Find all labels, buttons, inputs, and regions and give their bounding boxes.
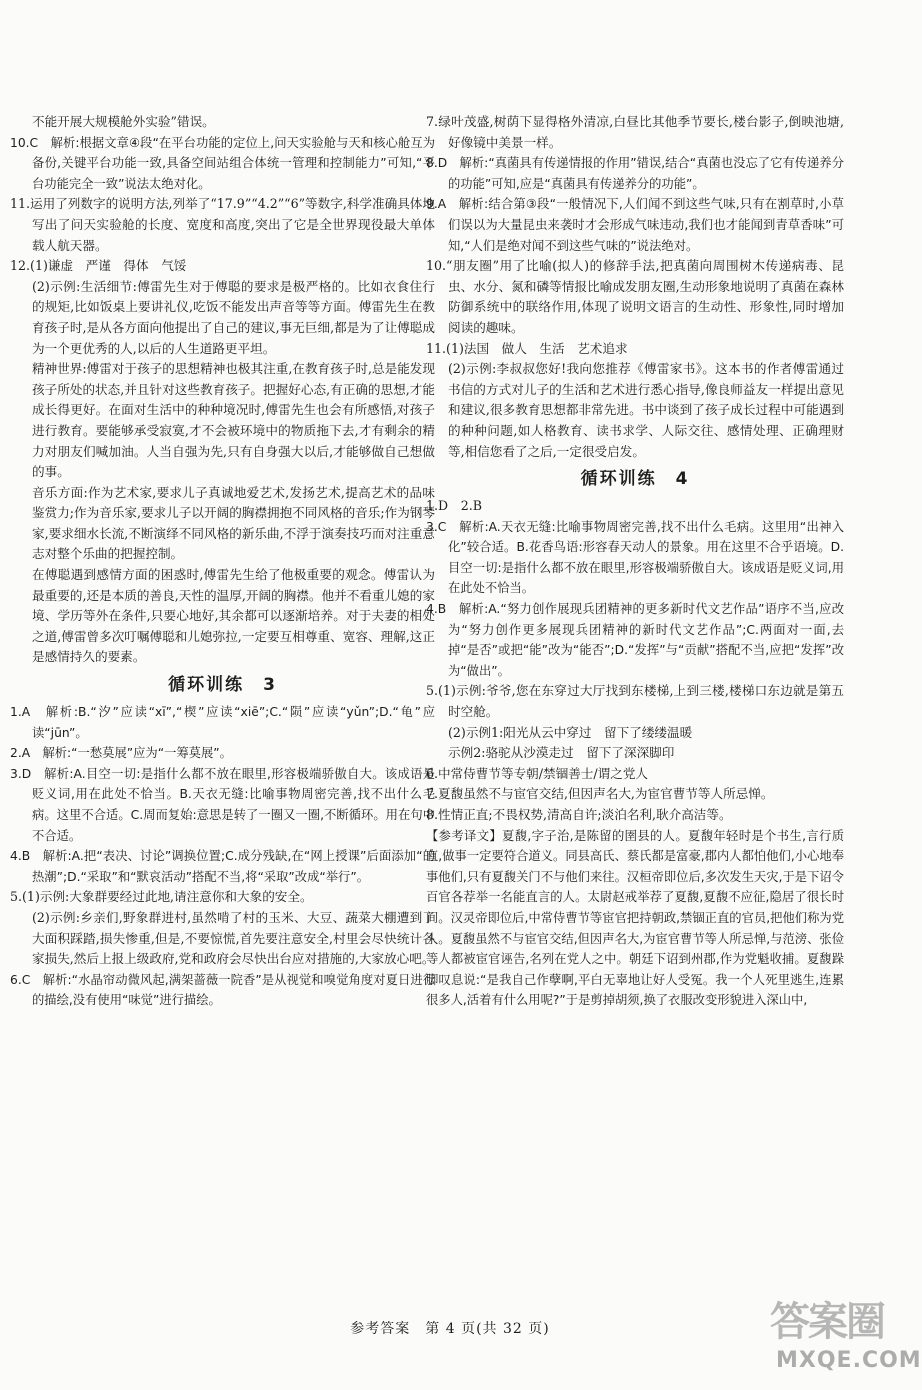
answer-item: 3.C 解析:A.天衣无缝:比喻事物周密完善,找不出什么毛病。这里用“出神入化”较合适。B.花香鸟语:形容春天动人的景象。用在这里不合乎语境。D.目空一切:是指什么都不放在眼里,形容极端骄傲自大。该成语是贬义词,用在此处不恰当。 (426, 519, 844, 596)
page-footer: 参考答案 第 4 页(共 32 页) (350, 1321, 550, 1337)
answer-item: 10.C 解析:根据文章④段“在平台功能的定位上,问天实验舱与天和核心舱互为备份,关键平台功能一致,具备空间站组合体统一管理和控制能力”可知,“平台功能完全一致”说法太绝对化。 (10, 135, 435, 191)
watermark-logo (770, 1290, 922, 1386)
answer-item: 在傅聪遇到感情方面的困惑时,傅雷先生给了他极重要的观念。傅雷认为最重要的,还是本质的善良,天性的温厚,开阔的胸襟。他并不看重儿媳的家境、学历等外在条件,只要心地好,其余都可以逐渐培养。对于夫妻的相处之道,傅雷曾多次叮嘱傅聪和儿媳弥拉,一定要互相尊重、宽容、理解,这正是感情持久的要素。 (32, 567, 435, 665)
answer-item: 12.(1)谦虚 严谨 得体 气馁 (10, 258, 187, 274)
answer-item: 5.(1)示例:大象群要经过此地,请注意你和大象的安全。 (10, 889, 313, 905)
answer-item: 7.夏馥虽然不与宦官交结,但因声名大,为宦官曹节等人所忌惮。 (426, 786, 774, 802)
answer-item: 4.B 解析:A.把“表决、讨论”调换位置;C.成分残缺,在“网上授课”后面添加“的热潮”;D.“采取”和“默哀活动”搭配不当,将“采取”改成“举行”。 (10, 849, 435, 884)
left-column (10, 112, 435, 1011)
answer-item: 8.性情正直;不畏权势,清高自许;淡泊名利,耿介高洁等。 (426, 807, 732, 822)
answer-item: 1.D 2.B (426, 498, 482, 514)
answer-item: 11.运用了列数字的说明方法,列举了“17.9”“4.2”“6”等数字,科学准确具体地写出了问天实验舱的长度、宽度和高度,突出了它是全世界现役最大单体载人航天器。 (10, 196, 435, 253)
answer-item: 精神世界:傅雷对于孩子的思想精神也极其注重,在教育孩子时,总是能发现孩子所处的状态,并且针对这些教育孩子。把握好心态,有正确的思想,才能成长得更好。在面对生活中的种种境况时,傅雷先生也会有所感悟,对孩子进行教育。要能够承受寂寞,才不会被环境中的物质拖下去,才有剩余的精力对朋友们喊加油。人当自强为先,只有自身强大以后,才能够做自己想做的事。 (32, 361, 435, 480)
answer-item: (2)示例:李叔叔您好!我向您推荐《傅雷家书》。这本书的作者傅雷通过书信的方式对儿子的生活和艺术进行悉心指导,像良师益友一样提出意见和建议,很多教育思想都非常先进。书中谈到了孩子成长过程中可能遇到的种种问题,如人格教育、读书求学、人际交往、感情处理、正确理财等,相信您看了之后,一定很受启发。 (448, 361, 844, 459)
answer-item: (2)示例1:阳光从云中穿过 留下了缕缕温暖 (448, 724, 693, 740)
answer-item: 4.B 解析:A.“努力创作展现兵团精神的更多新时代文艺作品”语序不当,应改为“努力创作更多展现兵团精神的新时代文艺作品”;C.两面对一面,去掉“是否”或把“能”改为“能否”;D.“发挥”与“贡献”搭配不当,应把“发挥”改为“做出”。 (426, 602, 844, 678)
answer-item: 6.C 解析:“水晶帘动微风起,满架蔷薇一院香”是从视觉和嗅觉角度对夏日进行的描绘,没有使用“味觉”进行描绘。 (10, 972, 435, 1008)
answer-item: 5.(1)示例:爷爷,您在东穿过大厅找到东楼梯,上到三楼,楼梯口东边就是第五时空舱。 (426, 683, 844, 720)
answer-item: 【参考译文】夏馥,字子治,是陈留的圉县的人。夏馥年轻时是个书生,言行质直,做事一定要符合道义。同县高氏、蔡氏都是富豪,郡内人都怕他们,小心地奉事他们,只有夏馥关门不与他们来往。汉桓帝即位后,多次发生天灾,于是下诏令百官各荐举一名能直言的人。太尉赵戒举荐了夏馥,夏馥不应征,隐居了很长时间。汉灵帝即位后,中常侍曹节等宦官把持朝政,禁锢正直的官员,把他们称为党人。夏馥虽然不与宦官交结,但因声名大,为宦官曹节等人所忌惮,与范滂、张俭等人都被宦官诬告,名列在党人之中。朝廷下诏到州郡,作为党魁收捕。夏馥跺脚叹息说:“是我自己作孽啊,平白无辜地让好人受冤。我一个人死里逃生,连累很多人,活着有什么用呢?”于是剪掉胡须,换了衣服改变形貌进入深山中, (426, 828, 844, 1008)
answer-item: 示例2:骆驼从沙漠走过 留下了深深脚印 (448, 745, 675, 761)
answer-item: 6.中常侍曹节等专朝/禁锢善士/谓之党人 (426, 765, 649, 781)
answer-item: 8.D 解析:“真菌具有传递情报的作用”错误,结合“真菌也没忘了它有传递养分的功能”可知,应是“真菌具有传递养分的功能”。 (426, 156, 844, 191)
answer-item: 11.(1)法国 做人 生活 艺术追求 (426, 340, 628, 356)
answer-item: 9.A 解析:结合第③段“一般情况下,人们闻不到这些气味,只有在割草时,小草们误以为大量昆虫来袭时才会形成气味违动,我们也才能闻到青草香味”可知,“人们是绝对闻不到这些气味的”说法绝对。 (426, 197, 844, 253)
watermark-title: 答案圈 (770, 1299, 884, 1345)
answer-item: 7.绿叶茂盛,树荫下显得格外清凉,白昼比其他季节要长,楼台影子,倒映池塘,好像镜中美景一样。 (426, 114, 844, 150)
answer-item: 10.“朋友圈”用了比喻(拟人)的修辞手法,把真菌向周围树木传递病毒、昆虫、水分、氮和磷等情报比喻成发朋友圈,生动形象地说明了真菌在森林防御系统中的联络作用,体现了说明文语言的生动性、形象性,同时增加阅读的趣味。 (426, 258, 844, 335)
answer-item: (2)示例:乡亲们,野象群进村,虽然啃了村的玉米、大豆、蔬菜大棚遭到了大面积踩踏,损失惨重,但是,不要惊慌,首先要注意安全,村里会尽快统计各家损失,然后上报上级政府,党和政府会尽快出台应对措施的,大家放心吧。 (32, 909, 435, 967)
answer-item: 不能开展大规模舱外实验”错误。 (32, 114, 215, 129)
section-heading: 循环训练 4 (580, 469, 690, 490)
answer-item: 2.A 解析:“一愁莫展”应为“一筹莫展”。 (10, 746, 232, 761)
watermark-site: MXQE.COM (776, 1348, 922, 1373)
right-column (426, 112, 844, 1011)
section-heading: 循环训练 3 (168, 675, 277, 696)
answer-item: 音乐方面:作为艺术家,要求儿子真诚地爱艺术,发扬艺术,提高艺术的品味鉴赏力;作为音乐家,要求儿子以开阔的胸襟拥抱不同风格的音乐;作为钢琴家,要求细水长流,不断演绎不同风格的新乐曲,不浮于演奏技巧而对注重意志对整个乐曲的把握控制。 (32, 484, 435, 562)
answer-item: 1.A 解析:B.“汐”应读“xī”,“楔”应读“xiē”;C.“陨”应读“yǔn”;D.“龟”应读“jūn”。 (10, 705, 435, 740)
answer-item: 3.D 解析:A.目空一切:是指什么都不放在眼里,形容极端骄傲自大。该成语是贬义词,用在此处不恰当。B.天衣无缝:比喻事物周密完善,找不出什么毛病。这里不合适。C.周而复始:意思是转了一圈又一圈,不断循环。用在句中不合适。 (10, 766, 435, 843)
answer-item: (2)示例:生活细节:傅雷先生对于傅聪的要求是极严格的。比如衣食住行的规矩,比如饭桌上要讲礼仪,吃饭不能发出声音等等方面。傅雷先生在教育孩子时,是从各方面向他提出了自己的建议,事无巨细,都是为了让傅聪成为一个更优秀的人,以后的人生道路更平坦。 (32, 278, 435, 356)
